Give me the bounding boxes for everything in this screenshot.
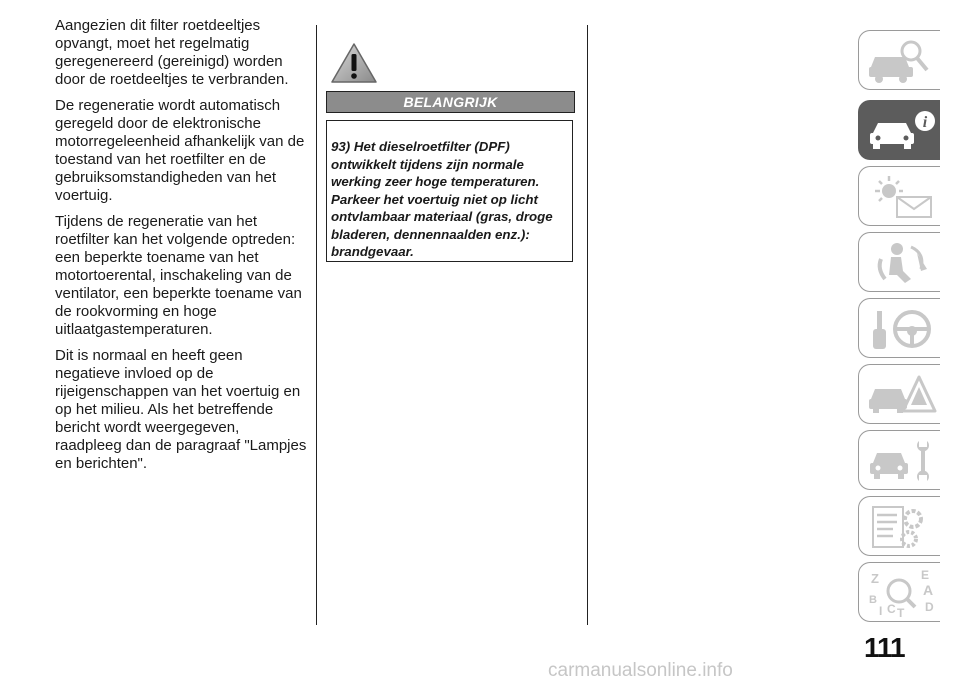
svg-text:I: I bbox=[879, 604, 883, 617]
svg-text:i: i bbox=[922, 114, 928, 131]
car-info-icon bbox=[867, 107, 937, 155]
paragraph: Tijdens de regeneratie van het roetfilter kan het volgende optreden: een beperkte toename van het motortoerental, inschakeling van de ventilator, een beperkte toename van de rookvorming en hoge uitlaatgastemperaturen. bbox=[55, 213, 302, 338]
page-number: 111 bbox=[864, 632, 905, 663]
car-hazard-triangle-icon bbox=[867, 371, 937, 419]
warning-text-block bbox=[331, 138, 571, 261]
svg-text:C: C bbox=[887, 602, 896, 616]
warning-light-envelope-icon bbox=[867, 173, 937, 221]
svg-text:Z: Z bbox=[871, 571, 879, 586]
tab-technical-data[interactable] bbox=[858, 496, 940, 556]
column-divider bbox=[587, 25, 588, 625]
warning-number: 93) bbox=[331, 139, 351, 154]
index-letters-icon bbox=[867, 569, 937, 617]
body-text-column bbox=[55, 17, 310, 481]
tab-warning-lights[interactable] bbox=[858, 166, 940, 226]
tab-index[interactable] bbox=[858, 562, 940, 622]
tab-car-info[interactable] bbox=[858, 100, 940, 160]
tab-emergency[interactable] bbox=[858, 364, 940, 424]
warning-triangle-icon bbox=[330, 42, 378, 84]
watermark: carmanualsonline.info bbox=[548, 660, 733, 681]
svg-text:E: E bbox=[921, 569, 930, 582]
airbag-passenger-icon bbox=[867, 239, 937, 287]
svg-text:T: T bbox=[897, 606, 905, 617]
paragraph: Aangezien dit filter roetdeeltjes opvangt, moet het regelmatig geregenereerd (gereinigd) worden door de roetdeeltjes te verbranden. bbox=[55, 17, 289, 88]
tab-starting-driving[interactable] bbox=[858, 298, 940, 358]
car-magnifier-icon bbox=[867, 37, 937, 85]
paragraph: Dit is normaal en heeft geen negatieve invloed op de rijeigenschappen van het voertuig en op het milieu. Als het betreffende bericht wordt weergegeven, raadpleeg dan de paragraaf "Lampjes en berichten". bbox=[55, 347, 307, 472]
car-wrench-icon bbox=[867, 437, 937, 485]
svg-text:B: B bbox=[869, 594, 877, 606]
warning-text: Het dieselroetfilter (DPF) ontwikkelt tijdens zijn normale werking zeer hoge temperaturen. Parkeer het voertuig niet op licht ontvlambaar materiaal (gras, droge bladeren, dennennaalden enz.): brandgevaar. bbox=[331, 139, 553, 259]
tab-car-magnifier[interactable] bbox=[858, 30, 940, 90]
key-steering-wheel-icon bbox=[867, 305, 937, 353]
svg-text:D: D bbox=[925, 600, 934, 614]
specs-gears-icon bbox=[867, 503, 937, 551]
tab-servicing[interactable] bbox=[858, 430, 940, 490]
paragraph: De regeneratie wordt automatisch geregeld door de elektronische motorregeleenheid afhankelijk van de toestand van het roetfilter en de gebruiksomstandigheden van het voertuig. bbox=[55, 97, 305, 204]
column-divider bbox=[316, 25, 317, 625]
warning-title-banner: BELANGRIJK bbox=[326, 91, 575, 113]
tab-safety[interactable] bbox=[858, 232, 940, 292]
svg-text:A: A bbox=[923, 582, 934, 598]
